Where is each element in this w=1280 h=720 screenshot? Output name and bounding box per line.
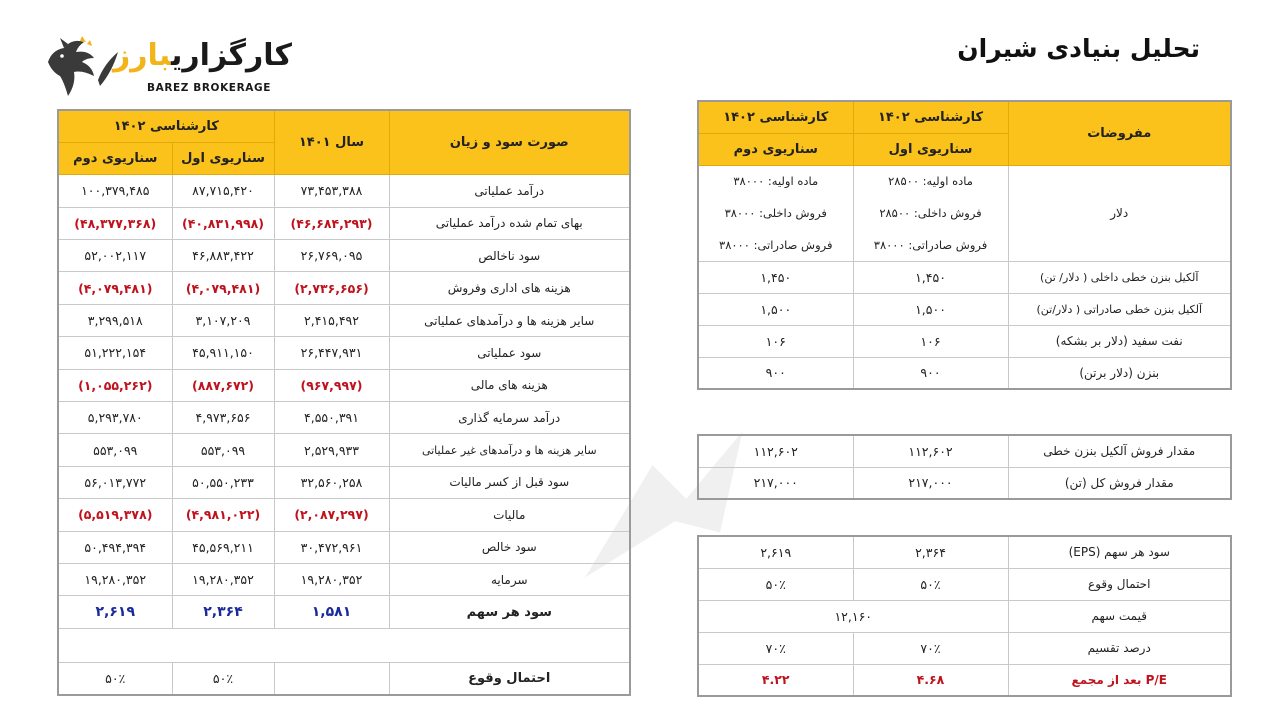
cell-s2: ۱۰۶ — [698, 325, 853, 357]
cell-s2: ۵۲,۰۰۲,۱۱۷ — [58, 240, 172, 272]
row-label: آلکیل بنزن خطی داخلی ( دلار/ تن) — [1008, 261, 1231, 293]
table-row — [698, 261, 1231, 293]
table-row — [58, 466, 630, 498]
cell-1401: ۳۰,۴۷۲,۹۶۱ — [274, 531, 389, 563]
row-label: P/E بعد از مجمع — [1008, 664, 1231, 696]
cell-s2: (۵,۵۱۹,۳۷۸) — [58, 499, 172, 531]
row-label: سرمایه — [389, 563, 630, 595]
cell-s1: ۴۶,۸۸۳,۴۲۲ — [172, 240, 274, 272]
row-label: مقدار فروش آلکیل بنزن خطی — [1008, 435, 1231, 467]
header-income-statement: صورت سود و زیان — [389, 110, 630, 175]
row-label: سایر هزینه ها و درآمدهای غیر عملیاتی — [389, 434, 630, 466]
row-label: آلکیل بنزن خطی صادراتی ( دلار/تن) — [1008, 293, 1231, 325]
spacer-row — [58, 628, 630, 662]
cell-s2: ۵۵۳,۰۹۹ — [58, 434, 172, 466]
cell-s1: فروش صادراتی: ۳۸۰۰۰ — [853, 229, 1008, 261]
cell-s1: فروش داخلی: ۲۸۵۰۰ — [853, 197, 1008, 229]
header-scenario-1: سناریوی اول — [853, 133, 1008, 165]
table-row — [698, 664, 1231, 696]
header-estimate-1402: کارشناسی ۱۴۰۲ — [58, 110, 274, 142]
cell-s1: ۴۵,۹۱۱,۱۵۰ — [172, 337, 274, 369]
cell-s2: ۳,۲۹۹,۵۱۸ — [58, 304, 172, 336]
table-row — [698, 325, 1231, 357]
row-label: بهای تمام شده درآمد عملیاتی — [389, 207, 630, 239]
cell-s2: فروش صادراتی: ۳۸۰۰۰ — [698, 229, 853, 261]
row-label: مقدار فروش کل (تن) — [1008, 467, 1231, 499]
table-row — [698, 568, 1231, 600]
table-row — [58, 662, 630, 694]
table-row — [58, 369, 630, 401]
sales-table — [697, 434, 1232, 500]
cell-s1: ۱۱۲,۶۰۲ — [853, 435, 1008, 467]
cell-s2: ۷۰٪ — [698, 632, 853, 664]
cell-s2: ۹۰۰ — [698, 357, 853, 389]
cell-s1: ۴.۶۸ — [853, 664, 1008, 696]
cell-s1: ۱,۵۰۰ — [853, 293, 1008, 325]
cell-s1: ماده اولیه: ۲۸۵۰۰ — [853, 165, 1008, 197]
cell-s2: ۱,۵۰۰ — [698, 293, 853, 325]
brand-name-fa — [113, 38, 292, 74]
table-row — [698, 165, 1231, 197]
table-row — [58, 531, 630, 563]
cell-s1: ۵۰٪ — [172, 662, 274, 694]
table-row — [58, 563, 630, 595]
cell-s1: ۱۰۶ — [853, 325, 1008, 357]
eagle-logo-icon — [42, 32, 122, 100]
cell-s1: ۲,۳۶۴ — [853, 536, 1008, 568]
cell-s1: (۴۰,۸۳۱,۹۹۸) — [172, 207, 274, 239]
cell-s2: ۱,۴۵۰ — [698, 261, 853, 293]
table-row — [698, 632, 1231, 664]
cell-s2: فروش داخلی: ۳۸۰۰۰ — [698, 197, 853, 229]
table-row — [698, 600, 1231, 632]
cell-1401-empty — [274, 662, 389, 694]
table-row — [58, 240, 630, 272]
valuation-table — [697, 535, 1232, 697]
cell-s1: ۱,۴۵۰ — [853, 261, 1008, 293]
row-label: هزینه های اداری وفروش — [389, 272, 630, 304]
header-assumptions: مفروضات — [1008, 101, 1231, 165]
row-label: هزینه های مالی — [389, 369, 630, 401]
cell-s2: ۱۱۲,۶۰۲ — [698, 435, 853, 467]
cell-1401: ۱۹,۲۸۰,۳۵۲ — [274, 563, 389, 595]
cell-1401: (۹۶۷,۹۹۷) — [274, 369, 389, 401]
cell-s2: ۵,۲۹۳,۷۸۰ — [58, 402, 172, 434]
header-year-1401: سال ۱۴۰۱ — [274, 110, 389, 175]
row-label: دلار — [1008, 165, 1231, 261]
cell-s1: ۴۵,۵۶۹,۲۱۱ — [172, 531, 274, 563]
cell-s2: ۲,۶۱۹ — [58, 596, 172, 628]
cell-1401: ۲,۵۲۹,۹۳۳ — [274, 434, 389, 466]
cell-s1: ۵۵۳,۰۹۹ — [172, 434, 274, 466]
cell-s2: ۵۰,۴۹۴,۳۹۴ — [58, 531, 172, 563]
header-estimate-1402: کارشناسی ۱۴۰۲ — [853, 101, 1008, 133]
row-label: سود عملیاتی — [389, 337, 630, 369]
page-title: تحلیل بنیادی شیران — [957, 34, 1200, 63]
cell-s1: (۴,۰۷۹,۴۸۱) — [172, 272, 274, 304]
header-scenario-2: سناریوی دوم — [58, 142, 172, 174]
cell-1401: (۴۶,۶۸۴,۲۹۳) — [274, 207, 389, 239]
cell-s1: (۴,۹۸۱,۰۲۲) — [172, 499, 274, 531]
table-row — [58, 402, 630, 434]
cell-s2: ۴.۲۲ — [698, 664, 853, 696]
cell-1401: ۷۳,۴۵۳,۳۸۸ — [274, 175, 389, 207]
table-row — [58, 434, 630, 466]
row-label: احتمال وقوع — [1008, 568, 1231, 600]
brand-name-en: BAREZ BROKERAGE — [147, 82, 271, 94]
cell-s1: ۱۹,۲۸۰,۳۵۲ — [172, 563, 274, 595]
cell-1401: ۲۶,۴۴۷,۹۳۱ — [274, 337, 389, 369]
cell-1401: ۳۲,۵۶۰,۲۵۸ — [274, 466, 389, 498]
row-label: سود خالص — [389, 531, 630, 563]
header-scenario-1: سناریوی اول — [172, 142, 274, 174]
cell-s2: ۵۰٪ — [698, 568, 853, 600]
income-statement-table — [57, 109, 631, 696]
table-row — [698, 435, 1231, 467]
row-label: سود هر سهم (EPS) — [1008, 536, 1231, 568]
cell-s1: ۸۷,۷۱۵,۴۲۰ — [172, 175, 274, 207]
cell-s1: ۵۰,۵۵۰,۲۳۳ — [172, 466, 274, 498]
row-label: سود ناخالص — [389, 240, 630, 272]
row-label: درآمد سرمایه گذاری — [389, 402, 630, 434]
cell-price: ۱۲,۱۶۰ — [698, 600, 1008, 632]
assumptions-table — [697, 100, 1232, 390]
cell-s2: ۵۱,۲۲۲,۱۵۴ — [58, 337, 172, 369]
row-label: مالیات — [389, 499, 630, 531]
cell-1401: ۲۶,۷۶۹,۰۹۵ — [274, 240, 389, 272]
cell-s1: (۸۸۷,۶۷۲) — [172, 369, 274, 401]
cell-s1: ۴,۹۷۳,۶۵۶ — [172, 402, 274, 434]
cell-1401: ۱,۵۸۱ — [274, 596, 389, 628]
cell-1401: ۴,۵۵۰,۳۹۱ — [274, 402, 389, 434]
table-row — [698, 357, 1231, 389]
table-row — [58, 596, 630, 628]
company-logo — [40, 30, 292, 102]
cell-s2: ۵۶,۰۱۳,۷۷۲ — [58, 466, 172, 498]
cell-s1: ۷۰٪ — [853, 632, 1008, 664]
cell-s2: ۱۹,۲۸۰,۳۵۲ — [58, 563, 172, 595]
row-label: سود هر سهم — [389, 596, 630, 628]
row-label: قیمت سهم — [1008, 600, 1231, 632]
cell-s2: (۴۸,۳۷۷,۳۶۸) — [58, 207, 172, 239]
header-scenario-2: سناریوی دوم — [698, 133, 853, 165]
brand-name-fa-accent: بارز — [113, 38, 172, 73]
cell-1401: ۲,۴۱۵,۴۹۲ — [274, 304, 389, 336]
row-label: درآمد عملیاتی — [389, 175, 630, 207]
table-row — [58, 272, 630, 304]
cell-1401: (۲,۰۸۷,۲۹۷) — [274, 499, 389, 531]
table-row — [698, 536, 1231, 568]
cell-s1: ۵۰٪ — [853, 568, 1008, 600]
brand-name-fa-main: کارگزاری — [171, 38, 292, 73]
table-row — [58, 207, 630, 239]
cell-s2: (۱,۰۵۵,۲۶۲) — [58, 369, 172, 401]
row-label: بنزن (دلار برتن) — [1008, 357, 1231, 389]
cell-s1: ۲۱۷,۰۰۰ — [853, 467, 1008, 499]
table-row — [58, 337, 630, 369]
header-estimate-1402: کارشناسی ۱۴۰۲ — [698, 101, 853, 133]
table-row — [58, 304, 630, 336]
cell-s2: ۱۰۰,۳۷۹,۴۸۵ — [58, 175, 172, 207]
table-row — [58, 499, 630, 531]
cell-1401: (۲,۷۳۶,۶۵۶) — [274, 272, 389, 304]
cell-s2: (۴,۰۷۹,۴۸۱) — [58, 272, 172, 304]
row-label: درصد تقسیم — [1008, 632, 1231, 664]
table-row — [698, 467, 1231, 499]
cell-s1: ۳,۱۰۷,۲۰۹ — [172, 304, 274, 336]
cell-s2: ۲۱۷,۰۰۰ — [698, 467, 853, 499]
cell-s2: ۲,۶۱۹ — [698, 536, 853, 568]
table-row — [698, 293, 1231, 325]
table-row — [58, 175, 630, 207]
row-label: نفت سفید (دلار بر بشکه) — [1008, 325, 1231, 357]
row-label: سایر هزینه ها و درآمدهای عملیاتی — [389, 304, 630, 336]
cell-s1: ۹۰۰ — [853, 357, 1008, 389]
row-label: احتمال وقوع — [389, 662, 630, 694]
cell-s2: ۵۰٪ — [58, 662, 172, 694]
cell-s1: ۲,۳۶۴ — [172, 596, 274, 628]
cell-s2: ماده اولیه: ۳۸۰۰۰ — [698, 165, 853, 197]
row-label: سود قبل از کسر مالیات — [389, 466, 630, 498]
